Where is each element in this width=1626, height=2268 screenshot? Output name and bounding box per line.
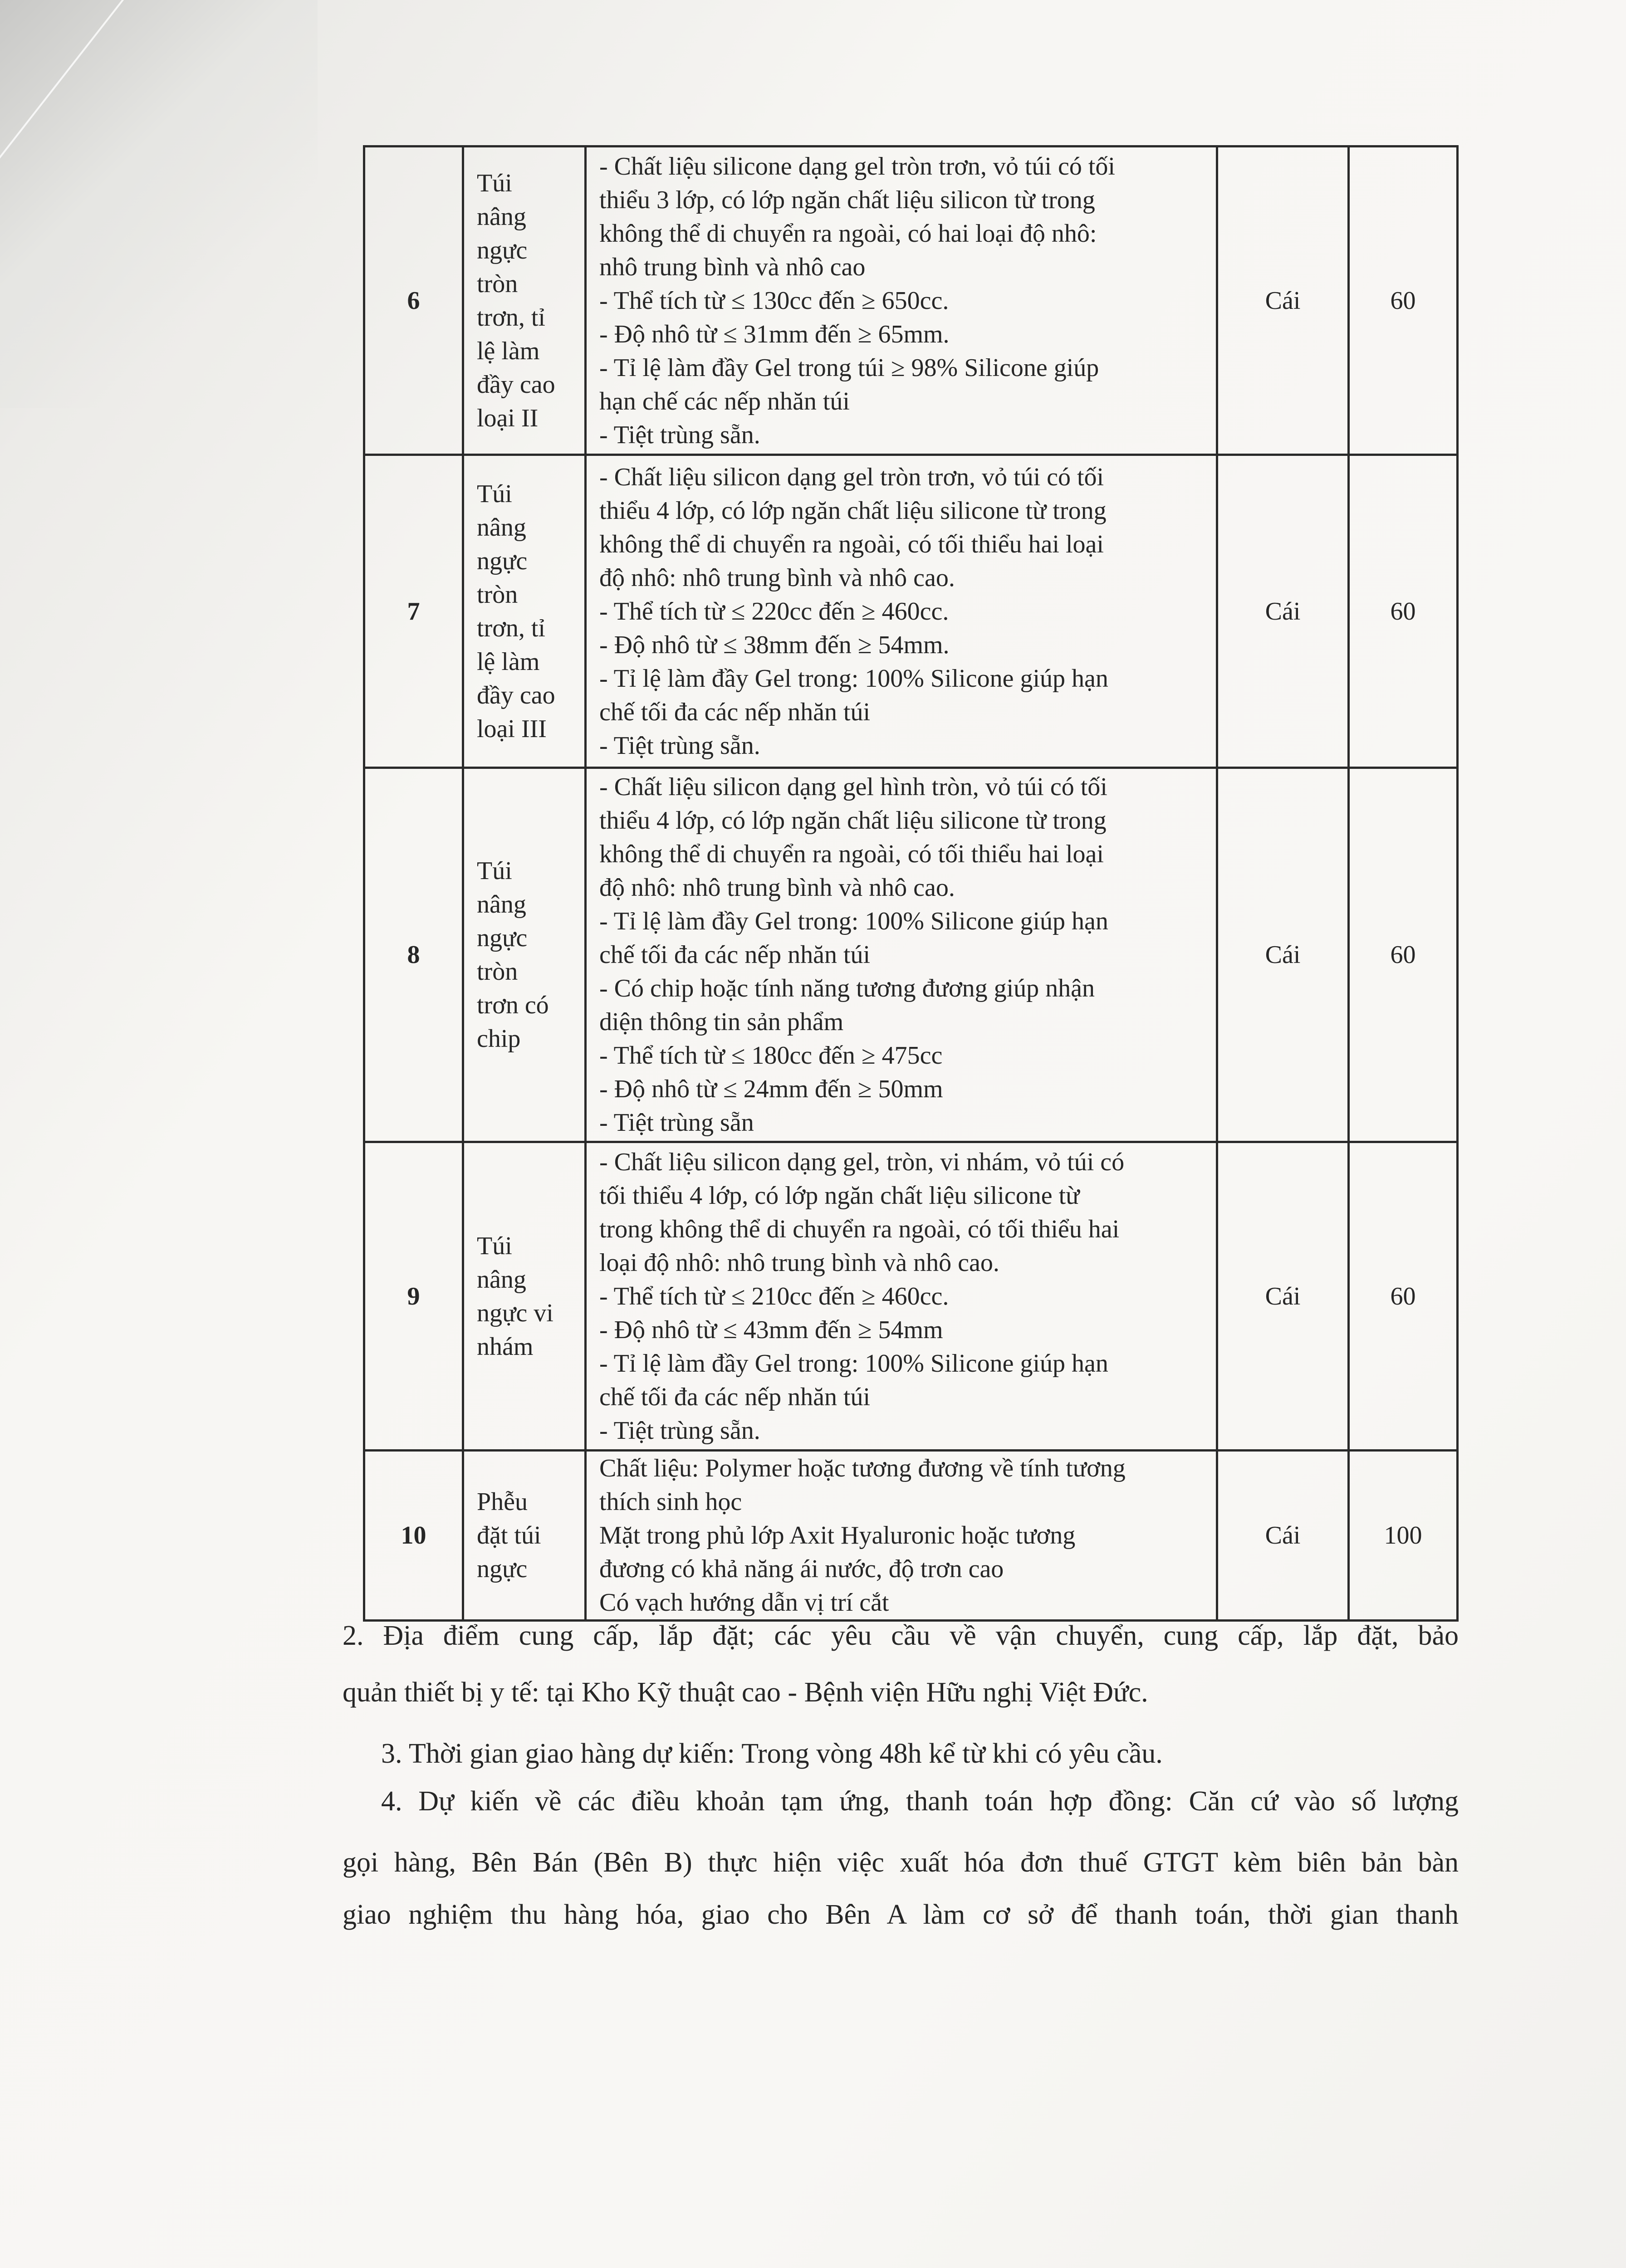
quantity-cell: 100 — [1349, 1451, 1458, 1621]
technical-spec-line: - Tỉ lệ làm đầy Gel trong: 100% Silicone giúp hạn — [599, 664, 1108, 693]
item-name-line: ngực — [477, 236, 528, 264]
quantity-cell: 60 — [1349, 147, 1458, 455]
quantity-cell: 60 — [1349, 455, 1458, 768]
unit-cell: Cái — [1217, 1142, 1349, 1451]
technical-spec-line: loại độ nhô: nhô trung bình và nhô cao. — [599, 1248, 999, 1277]
item-name-line: Túi — [477, 479, 512, 508]
technical-spec-line: - Thể tích từ ≤ 220cc đến ≥ 460cc. — [599, 597, 949, 626]
item-name-line: ngực — [477, 547, 528, 575]
item-name-line: trơn có — [477, 991, 549, 1019]
item-name-line: Túi — [477, 1232, 512, 1260]
technical-spec-line: - Chất liệu silicon dạng gel, tròn, vi nhám, vỏ túi có — [599, 1148, 1125, 1176]
technical-spec-line: - Tiệt trùng sẵn. — [599, 1416, 760, 1445]
item-name-line: Phễu — [477, 1488, 528, 1516]
technical-spec-line: - Tỉ lệ làm đầy Gel trong túi ≥ 98% Silicone giúp — [599, 353, 1099, 382]
item-name-line: lệ làm — [477, 647, 540, 676]
item-name-line: nâng — [477, 202, 526, 231]
technical-spec-line: không thể di chuyển ra ngoài, có tối thiểu hai loại — [599, 530, 1104, 558]
item-name-line: tròn — [477, 269, 518, 298]
technical-spec-line: không thể di chuyển ra ngoài, có tối thiểu hai loại — [599, 840, 1104, 868]
technical-spec-line: - Thể tích từ ≤ 210cc đến ≥ 460cc. — [599, 1282, 949, 1310]
technical-spec-line: nhô trung bình và nhô cao — [599, 253, 866, 281]
row-number-cell: 9 — [364, 1142, 463, 1451]
technical-spec-line: - Chất liệu silicon dạng gel hình tròn, vỏ túi có tối — [599, 773, 1107, 801]
table-row — [364, 1142, 1458, 1451]
paragraph-4-line-3: giao nghiệm thu hàng hóa, giao cho Bên A làm cơ sở để thanh toán, thời gian thanh — [343, 1899, 1459, 1930]
unit-cell: Cái — [1217, 455, 1349, 768]
item-name-line: loại III — [477, 714, 547, 743]
technical-spec-line: - Chất liệu silicone dạng gel tròn trơn, vỏ túi có tối — [599, 152, 1115, 181]
technical-spec-line: chế tối đa các nếp nhăn túi — [599, 698, 871, 726]
quantity-cell: 60 — [1349, 768, 1458, 1142]
technical-spec-line: chế tối đa các nếp nhăn túi — [599, 941, 871, 969]
technical-spec-line: - Chất liệu silicon dạng gel tròn trơn, vỏ túi có tối — [599, 463, 1104, 491]
technical-spec-line: không thể di chuyển ra ngoài, có hai loại độ nhô: — [599, 219, 1097, 248]
item-name-line: tròn — [477, 958, 518, 986]
technical-spec-line: Có vạch hướng dẫn vị trí cắt — [599, 1589, 889, 1617]
item-name-line: nâng — [477, 890, 526, 919]
page-corner-shadow — [0, 0, 318, 408]
paragraph-4-line-1: 4. Dự kiến về các điều khoản tạm ứng, thanh toán hợp đồng: Căn cứ vào số lượng — [381, 1786, 1459, 1817]
item-name-cell — [463, 147, 586, 455]
item-name-cell — [463, 1142, 586, 1451]
technical-spec-line: - Thể tích từ ≤ 130cc đến ≥ 650cc. — [599, 286, 949, 315]
unit-cell: Cái — [1217, 147, 1349, 455]
technical-spec-cell — [586, 768, 1217, 1142]
technical-spec-line: đương có khả năng ái nước, độ trơn cao — [599, 1555, 1004, 1583]
technical-spec-line: - Tiệt trùng sẵn. — [599, 731, 760, 760]
technical-spec-line: - Tiệt trùng sẵn. — [599, 420, 760, 449]
item-name-cell — [463, 455, 586, 768]
item-name-line: Túi — [477, 169, 512, 197]
paragraph-2-line-2: quản thiết bị y tế: tại Kho Kỹ thuật cao - Bệnh viện Hữu nghị Việt Đức. — [343, 1677, 1148, 1708]
technical-spec-line: độ nhô: nhô trung bình và nhô cao. — [599, 563, 955, 592]
item-name-line: đầy cao — [477, 370, 555, 399]
table-row — [364, 455, 1458, 768]
item-name-line: đầy cao — [477, 681, 555, 709]
technical-spec-line: trong không thể di chuyển ra ngoài, có tối thiểu hai — [599, 1215, 1120, 1243]
technical-spec-line: - Độ nhô từ ≤ 24mm đến ≥ 50mm — [599, 1075, 943, 1103]
item-name-cell — [463, 768, 586, 1142]
item-name-line: ngực — [477, 924, 528, 952]
technical-spec-line: thiểu 3 lớp, có lớp ngăn chất liệu silicon từ trong — [599, 186, 1095, 214]
technical-spec-line: tối thiểu 4 lớp, có lớp ngăn chất liệu silicone từ — [599, 1181, 1080, 1210]
row-number-cell: 10 — [364, 1451, 463, 1621]
technical-spec-cell — [586, 1451, 1217, 1621]
technical-spec-line: - Thể tích từ ≤ 180cc đến ≥ 475cc — [599, 1041, 943, 1070]
paragraph-2-line-1: 2. Địa điểm cung cấp, lắp đặt; các yêu cầu về vận chuyển, cung cấp, lắp đặt, bảo — [343, 1620, 1459, 1651]
item-name-line: nâng — [477, 1265, 526, 1294]
technical-spec-line: - Tỉ lệ làm đầy Gel trong: 100% Silicone giúp hạn — [599, 907, 1108, 935]
paragraph-3: 3. Thời gian giao hàng dự kiến: Trong vòng 48h kể từ khi có yêu cầu. — [381, 1738, 1163, 1769]
row-number-cell: 8 — [364, 768, 463, 1142]
item-name-line: lệ làm — [477, 337, 540, 365]
technical-spec-line: diện thông tin sản phẩm — [599, 1008, 844, 1036]
technical-spec-line: thiểu 4 lớp, có lớp ngăn chất liệu silicone từ trong — [599, 496, 1107, 525]
technical-spec-line: - Độ nhô từ ≤ 31mm đến ≥ 65mm. — [599, 320, 950, 348]
technical-spec-line: - Tỉ lệ làm đầy Gel trong: 100% Silicone giúp hạn — [599, 1349, 1108, 1378]
technical-spec-line: chế tối đa các nếp nhăn túi — [599, 1383, 871, 1411]
technical-spec-line: Chất liệu: Polymer hoặc tương đương về tính tương — [599, 1454, 1126, 1482]
quantity-cell: 60 — [1349, 1142, 1458, 1451]
table-row — [364, 147, 1458, 455]
item-name-line: trơn, tỉ — [477, 303, 545, 332]
technical-spec-line: hạn chế các nếp nhăn túi — [599, 387, 850, 415]
technical-spec-line: Mặt trong phủ lớp Axit Hyaluronic hoặc tương — [599, 1521, 1076, 1549]
technical-spec-line: - Độ nhô từ ≤ 38mm đến ≥ 54mm. — [599, 631, 950, 659]
item-name-line: chip — [477, 1025, 521, 1053]
item-name-cell — [463, 1451, 586, 1621]
technical-spec-cell — [586, 1142, 1217, 1451]
item-name-line: nhám — [477, 1332, 534, 1361]
paragraph-4-line-2: gọi hàng, Bên Bán (Bên B) thực hiện việc xuất hóa đơn thuế GTGT kèm biên bản bàn — [343, 1847, 1459, 1878]
item-name-line: loại II — [477, 404, 539, 432]
technical-spec-cell — [586, 147, 1217, 455]
specification-table — [363, 145, 1459, 1622]
item-name-line: ngực — [477, 1555, 528, 1583]
unit-cell: Cái — [1217, 768, 1349, 1142]
technical-spec-line: - Độ nhô từ ≤ 43mm đến ≥ 54mm — [599, 1315, 943, 1344]
row-number-cell: 6 — [364, 147, 463, 455]
technical-spec-line: - Tiệt trùng sẵn — [599, 1109, 754, 1137]
technical-spec-cell — [586, 455, 1217, 768]
technical-spec-line: - Có chip hoặc tính năng tương đương giúp nhận — [599, 974, 1095, 1002]
table-row — [364, 768, 1458, 1142]
technical-spec-line: thiểu 4 lớp, có lớp ngăn chất liệu silicone từ trong — [599, 807, 1107, 835]
item-name-line: tròn — [477, 580, 518, 609]
item-name-line: ngực vi — [477, 1299, 553, 1327]
technical-spec-line: độ nhô: nhô trung bình và nhô cao. — [599, 874, 955, 902]
unit-cell: Cái — [1217, 1451, 1349, 1621]
item-name-line: nâng — [477, 513, 526, 542]
table-row — [364, 1451, 1458, 1621]
row-number-cell: 7 — [364, 455, 463, 768]
item-name-line: trơn, tỉ — [477, 614, 545, 642]
technical-spec-line: thích sinh học — [599, 1488, 742, 1516]
item-name-line: đặt túi — [477, 1521, 541, 1549]
item-name-line: Túi — [477, 857, 512, 885]
